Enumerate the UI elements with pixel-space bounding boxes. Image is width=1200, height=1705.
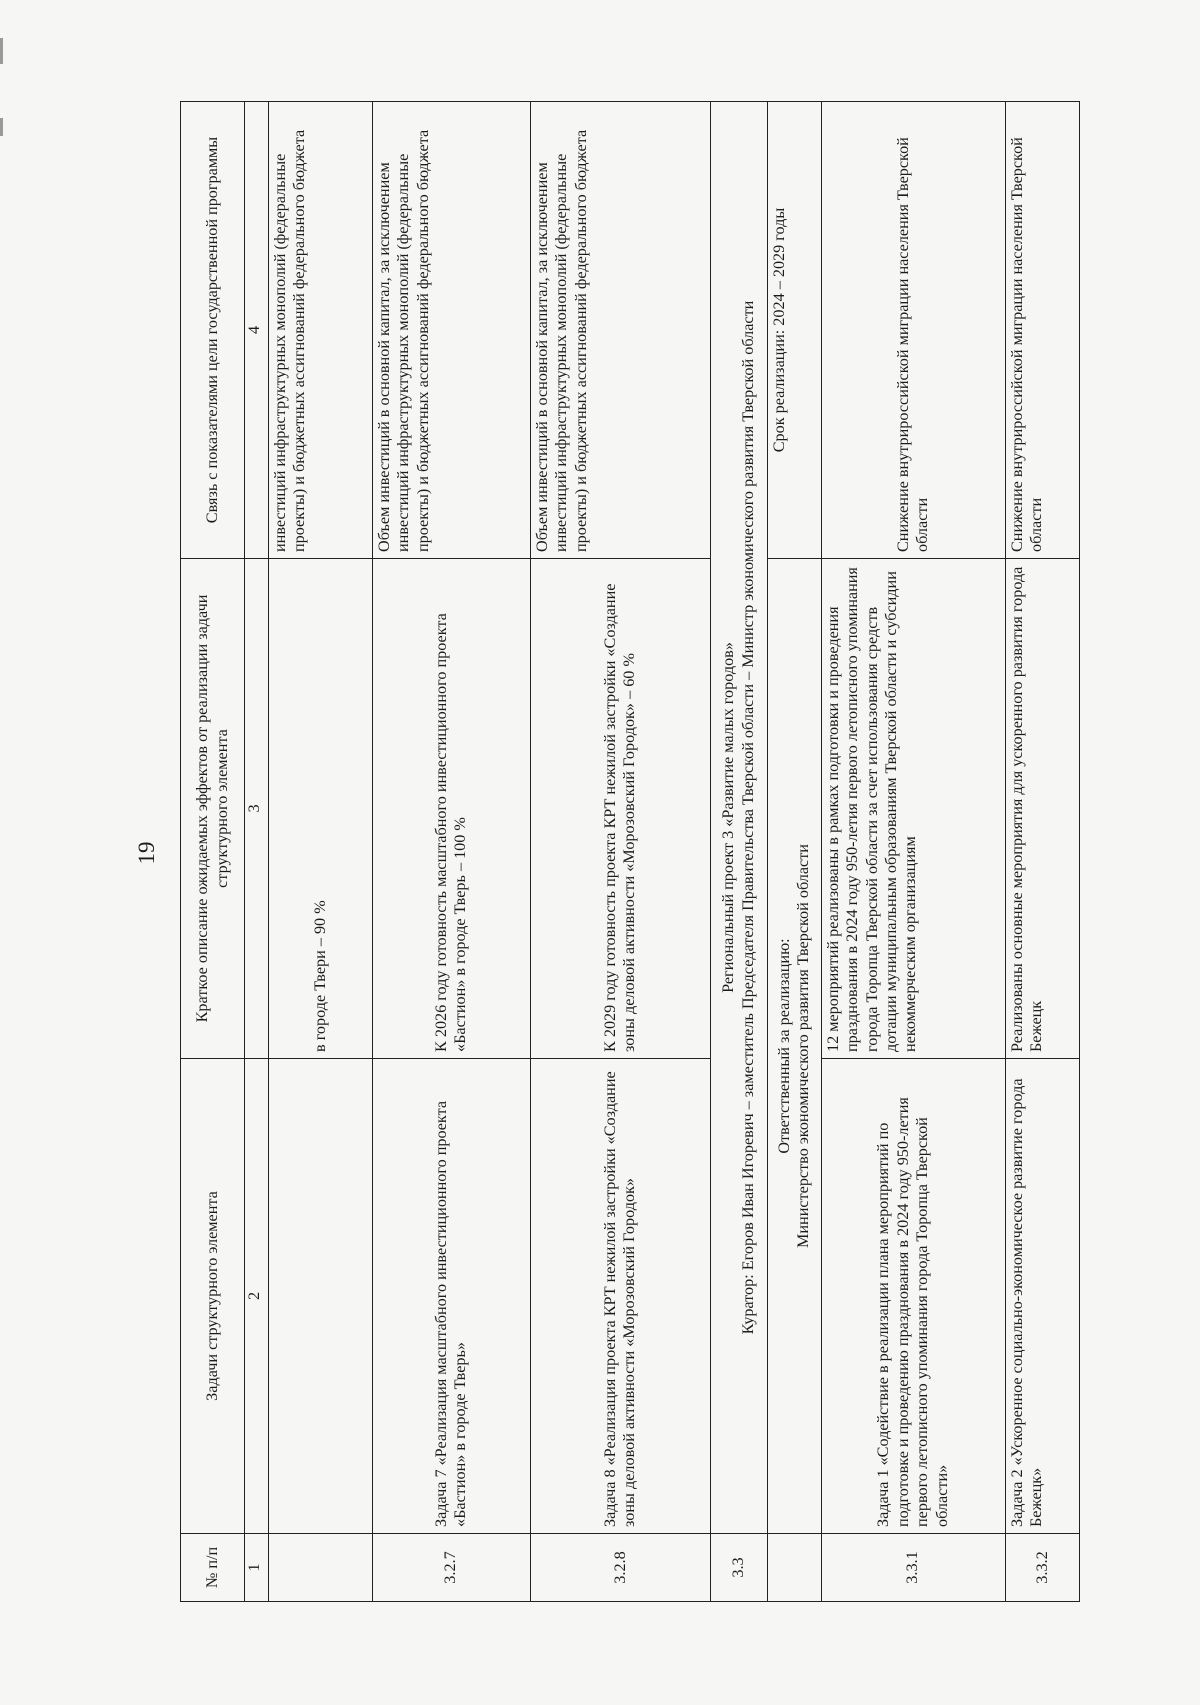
task-3-2-7: Задача 7 «Реализация масштабного инвестиционного проекта «Бастион» в городе Тверь» — [372, 1059, 530, 1534]
row-number-3-2-7: 3.2.7 — [372, 1534, 530, 1602]
link-3-2-8: Объем инвестиций в основной капитал, за исключением инвестиций инфраструктурных монополий (федеральные проекты) и бюджетных ассигнований федерального бюджета — [530, 102, 710, 559]
column-index-4: 4 — [245, 102, 269, 559]
section-3-3-meta-num — [767, 1534, 821, 1602]
column-index-3: 3 — [245, 559, 269, 1059]
task-3-2-8: Задача 8 «Реализация проекта КРТ нежилой застройки «Создание зоны деловой активности «Морозовский Городок» — [530, 1059, 710, 1534]
page-number: 19 — [134, 841, 159, 865]
regional-project-3-header — [711, 102, 767, 1534]
effects-3-2-7: К 2026 году готовность масштабного инвестиционного проекта «Бастион» в городе Тверь – 100 % — [372, 559, 530, 1059]
continuation-row — [268, 102, 372, 1602]
column-index-1: 1 — [245, 1534, 269, 1602]
continuation-effects: в городе Твери – 90 % — [268, 559, 372, 1059]
task-3-3-2: Задача 2 «Ускоренное социально-экономическое развитие города Бежецк» — [1005, 1059, 1080, 1534]
header-link: Связь с показателями цели государственной программы — [181, 102, 245, 559]
regional-project-3-curator: Куратор: Егоров Иван Игоревич – заместитель Председателя Правительства Тверской области – Министр экономического развития Тверской области — [738, 300, 757, 1335]
effects-3-3-1: 12 мероприятий реализованы в рамках подготовки и проведения празднования в 2024 году 950-летия первого летописного упоминания города Торопца Тверской области за счет использования средств дотации муниципальным образованиям Тверской области и субсидии некоммерческим организациям — [821, 559, 1005, 1059]
header-row — [181, 102, 245, 1602]
regional-project-3-title: Региональный проект 3 «Развитие малых городов» — [719, 642, 738, 993]
table-row-3-2-8 — [530, 102, 710, 1602]
responsible-cell — [767, 559, 821, 1534]
row-number-3-2-8: 3.2.8 — [530, 1534, 710, 1602]
effects-3-2-8: К 2029 году готовность проекта КРТ нежилой застройки «Создание зоны деловой активности «Морозовский Городок» – 60 % — [530, 559, 710, 1059]
structural-element-tasks-table — [180, 101, 1080, 1602]
row-number-3-3-2: 3.3.2 — [1005, 1534, 1080, 1602]
column-index-2: 2 — [245, 1059, 269, 1534]
link-3-3-1: Снижение внутрироссийской миграции населения Тверской области — [821, 102, 1005, 559]
responsible-label: Ответственный за реализацию: — [774, 938, 793, 1154]
continuation-link: инвестиций инфраструктурных монополий (федеральные проекты) и бюджетных ассигнований федерального бюджета — [268, 102, 372, 559]
row-number-3-3-1: 3.3.1 — [821, 1534, 1005, 1602]
header-effects: Краткое описание ожидаемых эффектов от реализации задачи структурного элемента — [181, 559, 245, 1059]
scan-edge-mark-top — [0, 38, 3, 64]
column-index-row — [245, 102, 269, 1602]
table-row-3-3-2 — [1005, 102, 1080, 1602]
section-3-3-row — [711, 102, 767, 1602]
scan-edge-mark-bottom — [0, 118, 3, 136]
implementation-period: Срок реализации: 2024 – 2029 годы — [767, 102, 821, 559]
link-3-2-7: Объем инвестиций в основной капитал, за исключением инвестиций инфраструктурных монополий (федеральные проекты) и бюджетных ассигнований федерального бюджета — [372, 102, 530, 559]
task-3-3-1: Задача 1 «Содействие в реализации плана мероприятий по подготовке и проведению празднования в 2024 году 950-летия первого летописного упоминания города Торопца Тверской области» — [821, 1059, 1005, 1534]
link-3-3-2: Снижение внутрироссийской миграции населения Тверской области — [1005, 102, 1080, 559]
table-row-3-2-7 — [372, 102, 530, 1602]
section-number-3-3: 3.3 — [711, 1534, 767, 1602]
effects-3-3-2: Реализованы основные мероприятия для ускоренного развития города Бежецк — [1005, 559, 1080, 1059]
header-num: № п/п — [181, 1534, 245, 1602]
header-task: Задачи структурного элемента — [181, 1059, 245, 1534]
continuation-task — [268, 1059, 372, 1534]
section-3-3-meta-row — [767, 102, 821, 1602]
responsible-value: Министерство экономического развития Тверской области — [794, 844, 813, 1248]
continuation-num — [268, 1534, 372, 1602]
table-row-3-3-1 — [821, 102, 1005, 1602]
